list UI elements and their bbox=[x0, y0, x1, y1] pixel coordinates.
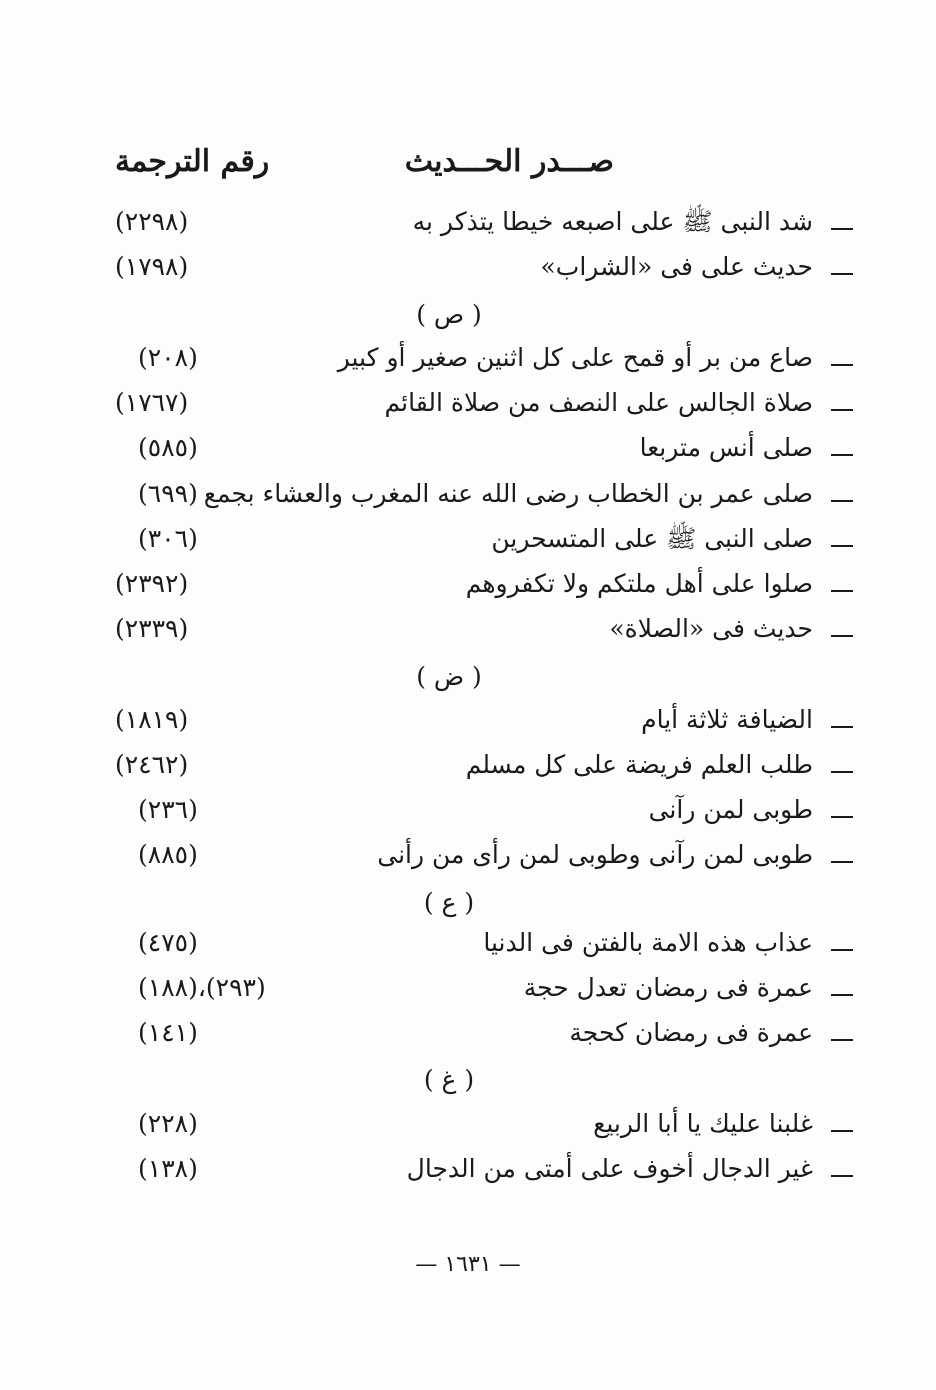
hadith-text: صاع من بر أو قمح على كل اثنين صغير أو كبير bbox=[337, 343, 813, 372]
list-item bbox=[100, 1101, 855, 1146]
biography-number: (٦٩٩) bbox=[138, 479, 198, 508]
biography-number: (٢٣٩٢) bbox=[115, 569, 189, 598]
biography-number: (١٧٦٧) bbox=[115, 388, 189, 417]
dash-marker bbox=[829, 1010, 855, 1055]
dash-marker bbox=[829, 742, 855, 787]
list-item bbox=[100, 832, 855, 877]
biography-number: (٢٣٦) bbox=[138, 795, 198, 824]
hadith-text: غلبنا عليك يا أبا الربيع bbox=[593, 1109, 813, 1138]
biography-number: (٢٢٨) bbox=[138, 1109, 198, 1138]
biography-number: (١٨٨)،(٢٩٣) bbox=[138, 973, 266, 1002]
hadith-text: صلوا على أهل ملتكم ولا تكفروهم bbox=[465, 569, 813, 598]
list-item bbox=[100, 199, 855, 244]
biography-number: (٣٠٦) bbox=[138, 524, 198, 553]
list-item bbox=[100, 742, 855, 787]
dash-marker bbox=[829, 380, 855, 425]
dash-marker bbox=[829, 697, 855, 742]
hadith-text: صلى النبى ﷺ على المتسحرين bbox=[491, 524, 813, 553]
hadith-text: الضيافة ثلاثة أيام bbox=[641, 705, 813, 734]
biography-number: (٨٨٥) bbox=[138, 840, 198, 869]
list-item bbox=[100, 244, 855, 289]
hadith-text: عمرة فى رمضان تعدل حجة bbox=[523, 973, 813, 1002]
hadith-text: طلب العلم فريضة على كل مسلم bbox=[465, 750, 813, 779]
hadith-text: عمرة فى رمضان كحجة bbox=[569, 1018, 813, 1047]
dash-marker bbox=[829, 471, 855, 516]
section-letter-dad: ( ض ) bbox=[416, 662, 482, 691]
dash-marker bbox=[829, 199, 855, 244]
column-header-hadith: صـــدر الحـــديث bbox=[404, 144, 614, 179]
hadith-text: حديث فى «الصلاة» bbox=[609, 614, 813, 643]
biography-number: (٢٤٦٢) bbox=[115, 750, 189, 779]
list-item bbox=[100, 1010, 855, 1055]
biography-number: (٢٣٣٩) bbox=[115, 614, 189, 643]
biography-number: (٢٠٨) bbox=[138, 343, 198, 372]
list-item bbox=[100, 335, 855, 380]
list-item bbox=[100, 697, 855, 742]
list-item bbox=[100, 965, 855, 1010]
biography-number: (٢٢٩٨) bbox=[115, 207, 189, 236]
dash-marker bbox=[829, 1101, 855, 1146]
hadith-text: عذاب هذه الامة بالفتن فى الدنيا bbox=[483, 928, 813, 957]
biography-number: (٤٧٥) bbox=[138, 928, 198, 957]
section-letter-sad: ( ص ) bbox=[416, 300, 482, 329]
list-item bbox=[100, 380, 855, 425]
section-letter-ain: ( ع ) bbox=[423, 888, 475, 917]
dash-marker bbox=[829, 425, 855, 470]
dash-marker bbox=[829, 787, 855, 832]
dash-marker bbox=[829, 244, 855, 289]
page-number: — ١٦٣١ — bbox=[415, 1252, 521, 1277]
hadith-text: طوبى لمن رآنى bbox=[648, 795, 813, 824]
biography-number: (١٣٨) bbox=[138, 1154, 198, 1183]
list-item bbox=[100, 561, 855, 606]
hadith-text: صلى أنس متربعا bbox=[639, 433, 813, 462]
list-item bbox=[100, 1146, 855, 1191]
dash-marker bbox=[829, 965, 855, 1010]
hadith-text: غير الدجال أخوف على أمتى من الدجال bbox=[406, 1154, 813, 1183]
hadith-text: حديث على فى «الشراب» bbox=[540, 252, 813, 281]
list-item bbox=[100, 516, 855, 561]
dash-marker bbox=[829, 1146, 855, 1191]
biography-number: (١٨١٩) bbox=[115, 705, 189, 734]
list-item bbox=[100, 787, 855, 832]
hadith-text: صلاة الجالس على النصف من صلاة القائم bbox=[384, 388, 813, 417]
dash-marker bbox=[829, 561, 855, 606]
dash-marker bbox=[829, 516, 855, 561]
list-item bbox=[100, 920, 855, 965]
hadith-text: طوبى لمن رآنى وطوبى لمن رأى من رأنى bbox=[377, 840, 813, 869]
dash-marker bbox=[829, 335, 855, 380]
hadith-text: صلى عمر بن الخطاب رضى الله عنه المغرب والعشاء بجمع bbox=[203, 479, 813, 508]
dash-marker bbox=[829, 832, 855, 877]
column-header-number: رقم الترجمة bbox=[115, 144, 270, 179]
hadith-text: شد النبى ﷺ على اصبعه خيطا يتذكر به bbox=[412, 207, 813, 236]
biography-number: (٥٨٥) bbox=[138, 433, 198, 462]
biography-number: (١٤١) bbox=[138, 1018, 198, 1047]
list-item bbox=[100, 606, 855, 651]
dash-marker bbox=[829, 606, 855, 651]
biography-number: (١٧٩٨) bbox=[115, 252, 189, 281]
section-letter-ghain: ( غ ) bbox=[423, 1065, 475, 1094]
list-item bbox=[100, 471, 855, 516]
dash-marker bbox=[829, 920, 855, 965]
list-item bbox=[100, 425, 855, 470]
